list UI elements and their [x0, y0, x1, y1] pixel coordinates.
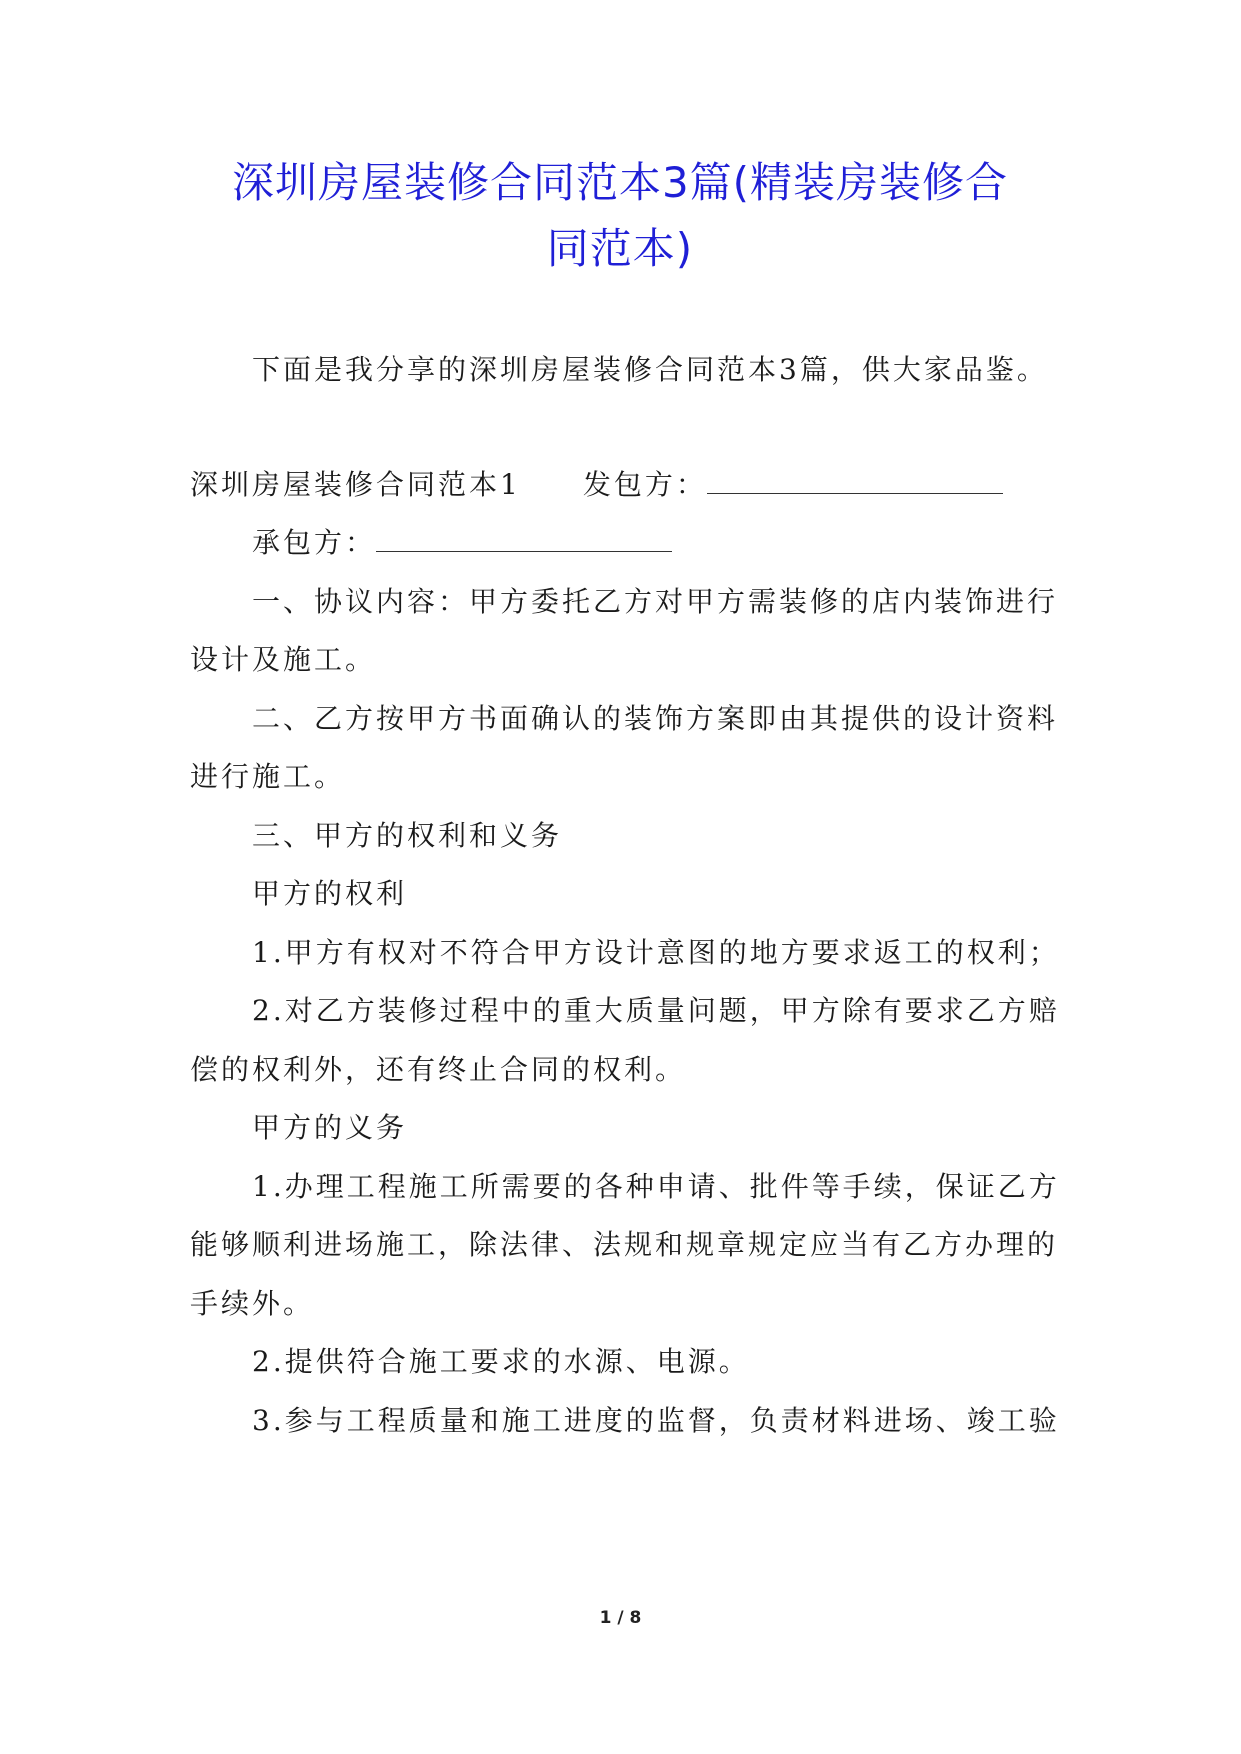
paragraph-1-line-2: 设计及施工。: [190, 643, 377, 676]
intro-paragraph: 下面是我分享的深圳房屋装修合同范本3篇，供大家品鉴。: [252, 353, 1048, 386]
duty-item-1-line-3: 手续外。: [190, 1287, 315, 1320]
duty-item-2: 2.提供符合施工要求的水源、电源。: [252, 1345, 750, 1378]
contract-heading-row: [190, 465, 1003, 505]
rights-heading: 甲方的权利: [252, 877, 408, 910]
paragraph-2-line-2: 进行施工。: [190, 760, 346, 793]
paragraph-2-line-1: 二、乙方按甲方书面确认的装饰方案即由其提供的设计资料: [252, 702, 1059, 735]
issuer-label: 发包方：: [582, 468, 707, 501]
document-title: [150, 150, 1090, 282]
right-item-1: 1.甲方有权对不符合甲方设计意图的地方要求返工的权利；: [252, 936, 1060, 969]
duty-item-3-line-1: 3.参与工程质量和施工进度的监督，负责材料进场、竣工验: [252, 1404, 1060, 1437]
paragraph-3: 三、甲方的权利和义务: [252, 819, 563, 852]
page-indicator: 1 / 8: [599, 1608, 642, 1628]
duty-item-1-line-2: 能够顺利进场施工，除法律、法规和规章规定应当有乙方办理的: [190, 1228, 1059, 1261]
section-heading: 深圳房屋装修合同范本1: [190, 468, 521, 501]
duty-item-1-line-1: 1.办理工程施工所需要的各种申请、批件等手续，保证乙方: [252, 1170, 1060, 1203]
paragraph-1-line-1: 一、协议内容：甲方委托乙方对甲方需装修的店内装饰进行: [252, 585, 1059, 618]
issuer-blank-line: [707, 469, 1003, 494]
title-line-1: 深圳房屋装修合同范本3篇(精装房装修合: [231, 158, 1009, 207]
right-item-2-line-2: 偿的权利外，还有终止合同的权利。: [190, 1053, 687, 1086]
contractor-row: [190, 523, 672, 563]
contractor-label: 承包方：: [252, 526, 377, 559]
right-item-2-line-1: 2.对乙方装修过程中的重大质量问题，甲方除有要求乙方赔: [252, 994, 1060, 1027]
title-line-2: 同范本): [546, 224, 694, 273]
contractor-blank-line: [376, 527, 672, 552]
duties-heading: 甲方的义务: [252, 1111, 408, 1144]
